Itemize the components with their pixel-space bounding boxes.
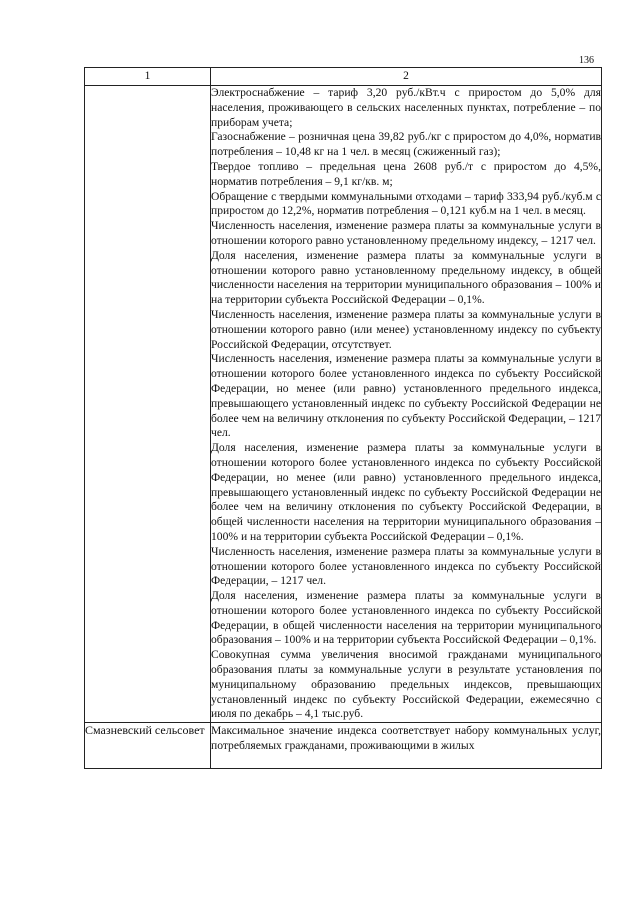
paragraph: Доля населения, изменение размера платы за коммунальные услуги в отношении которого более установленного индекса по субъекту Российской Федерации, в общей численности населения на территории муниципального образования – 100% и на территории субъекта Российской Федерации – 0,1%. [211, 589, 601, 647]
paragraph: Обращение с твердыми коммунальными отходами – тариф 333,94 руб./куб.м с приростом до 12,2%, норматив потребления – 0,121 куб.м на 1 чел. в месяц. [211, 189, 601, 218]
paragraph: Максимальное значение индекса соответствует набору коммунальных услуг, потребляемых гражданами, проживающими в жилых [211, 724, 601, 753]
row-label [85, 86, 211, 723]
table-header-row [85, 68, 602, 86]
paragraph: Доля населения, изменение размера платы за коммунальные услуги в отношении которого более установленного индекса по субъекту Российской Федерации, но менее (или равно) установленного предельного индекса, превышающего установленный индекс по субъекту Российской Федерации не более чем на величину отклонения по субъекту Российской Федерации, в общей численности населения на территории муниципального образования – 100% и на территории субъекта Российской Федерации – 0,1%. [211, 441, 601, 543]
page-number: 136 [579, 55, 594, 66]
paragraph: Электроснабжение – тариф 3,20 руб./кВт.ч с приростом до 5,0% для населения, проживающего в сельских населенных пунктах, потребление – по приборам учета; [211, 86, 601, 129]
paragraph: Численность населения, изменение размера платы за коммунальные услуги в отношении которого равно (или менее) установленному индексу по субъекту Российской Федерации, отсутствует. [211, 307, 601, 351]
paragraph: Численность населения, изменение размера платы за коммунальные услуги в отношении которого равно установленному предельному индексу, – 1217 чел. [211, 219, 601, 247]
paragraph: Численность населения, изменение размера платы за коммунальные услуги в отношении которого более установленного индекса по субъекту Российской Федерации, но менее (или равно) установленного предельного индекса, превышающего установленный индекс по субъекту Российской Федерации не более чем на величину отклонения по субъекту Российской Федерации, – 1217 чел. [211, 352, 601, 440]
row-content [211, 86, 602, 723]
row-content [211, 723, 602, 769]
column-header-1: 1 [85, 68, 211, 86]
table-row [85, 86, 602, 723]
row-label-settlement: Смазневский сельсовет [85, 723, 211, 769]
document-table [84, 67, 602, 769]
paragraph: Численность населения, изменение размера платы за коммунальные услуги в отношении которого более установленного индекса по субъекту Российской Федерации, – 1217 чел. [211, 544, 601, 588]
paragraph: Твердое топливо – предельная цена 2608 руб./т с приростом до 4,5%, норматив потребления – 9,1 кг/кв. м; [211, 159, 601, 188]
column-header-2: 2 [211, 68, 602, 86]
paragraph: Совокупная сумма увеличения вносимой гражданами муниципального образования платы за коммунальные услуги в результате установления по муниципальному образованию предельных индексов, превышающих установленный индекс по субъекту Российской Федерации, ежемесячно с июля по декабрь – 4,1 тыс.руб. [211, 648, 601, 721]
table-row [85, 723, 602, 769]
paragraph: Газоснабжение – розничная цена 39,82 руб./кг с приростом до 4,0%, норматив потребления – 10,48 кг на 1 чел. в месяц (сжиженный газ); [211, 130, 601, 159]
paragraph: Доля населения, изменение размера платы за коммунальные услуги в отношении которого равно установленному предельному индексу, в общей численности населения на территории муниципального образования – 100% и на территории субъекта Российской Федерации – 0,1%. [211, 248, 601, 307]
